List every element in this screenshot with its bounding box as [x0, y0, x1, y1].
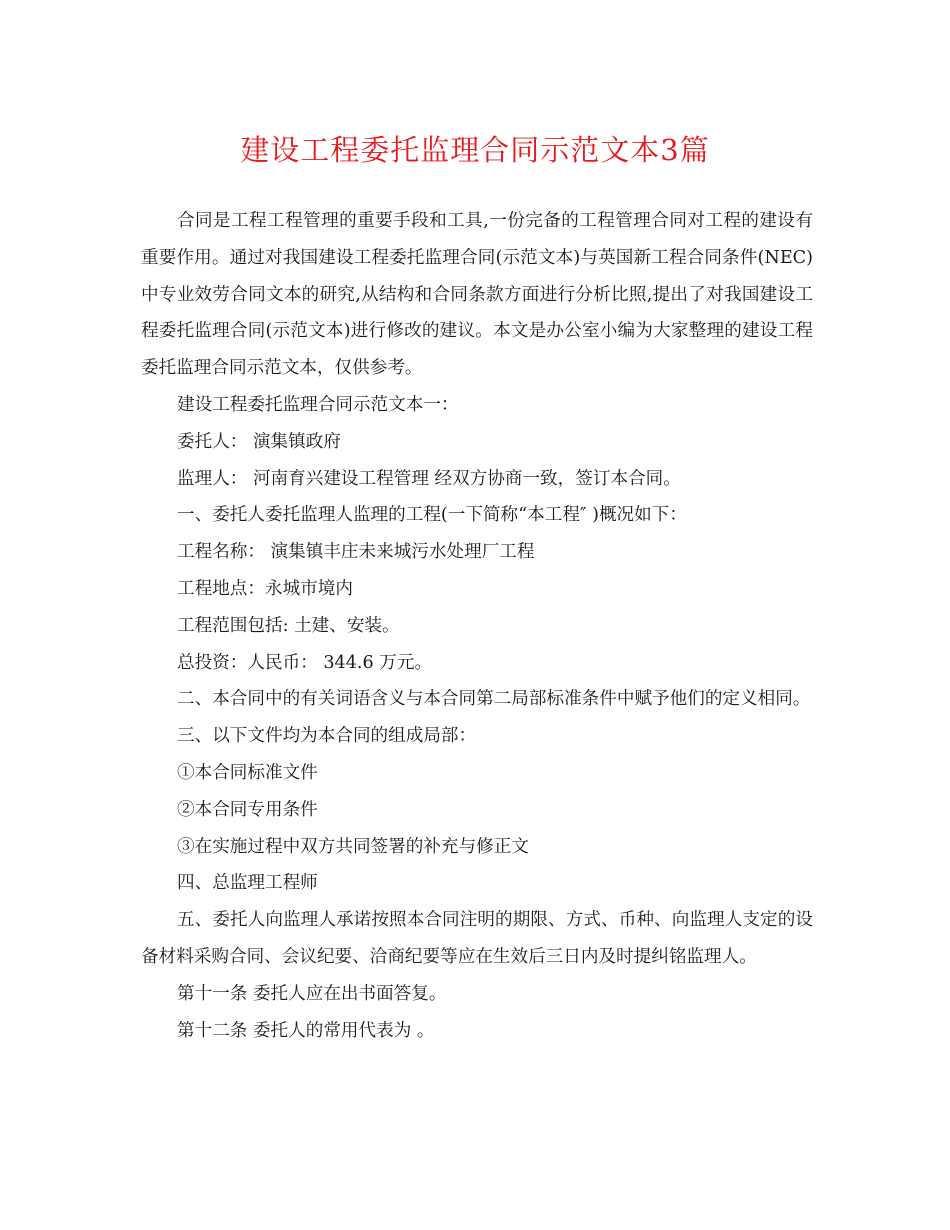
paragraph-section-heading: 建设工程委托监理合同示范文本一：	[177, 394, 459, 415]
paragraph-clause-3: 三、以下文件均为本合同的组成局部：	[177, 726, 477, 747]
paragraph-article-11: 第十一条 委托人应在出书面答复。	[177, 983, 447, 1004]
document-title: 建设工程委托监理合同示范文本3篇	[240, 133, 710, 167]
paragraph-item-2: ②本合同专用条件	[177, 799, 318, 820]
paragraph-project-location: 工程地点：永城市境内	[177, 578, 353, 599]
paragraph-clause-1: 一、委托人委托监理人监理的工程(一下简称“本工程″ )概况如下：	[177, 505, 687, 526]
paragraph-clause-4: 四、总监理工程师	[177, 873, 318, 894]
paragraph-item-3: ③在实施过程中双方共同签署的补充与修正文	[177, 836, 529, 857]
paragraph-total-investment: 总投资：人民币： 344.6 万元。	[177, 652, 433, 673]
paragraph-client: 委托人： 演集镇政府	[177, 431, 341, 452]
paragraph-clause-5: 五、委托人向监理人承诺按照本合同注明的期限、方式、币种、向监理人支定的设备材料采购合同、会议纪要、洽商纪要等应在生效后三日内及时提纠铭监理人。	[141, 910, 813, 967]
document-body	[141, 203, 813, 1049]
paragraph-article-12: 第十二条 委托人的常用代表为 。	[177, 1020, 435, 1041]
paragraph-project-name: 工程名称： 演集镇丰庄未来城污水处理厂工程	[177, 542, 535, 563]
paragraph-clause-2: 二、本合同中的有关词语含义与本合同第二局部标准条件中赋予他们的定义相同。	[177, 689, 811, 710]
paragraph-item-1: ①本合同标准文件	[177, 762, 318, 783]
paragraph-project-scope: 工程范围包括: 土建、安装。	[177, 615, 400, 636]
paragraph-supervisor: 监理人： 河南育兴建设工程管理 经双方协商一致，签订本合同。	[177, 468, 681, 489]
paragraph-intro: 合同是工程工程管理的重要手段和工具,一份完备的工程管理合同对工程的建设有重要作用。通过对我国建设工程委托监理合同(示范文本)与英国新工程合同条件(NEC)中专业效劳合同文本的研究,从结构和合同条款方面进行分析比照,提出了对我国建设工程委托监理合同(示范文本)进行修改的建议。本文是办公室小编为大家整理的建设工程委托监理合同示范文本，仅供参考。	[141, 211, 813, 379]
